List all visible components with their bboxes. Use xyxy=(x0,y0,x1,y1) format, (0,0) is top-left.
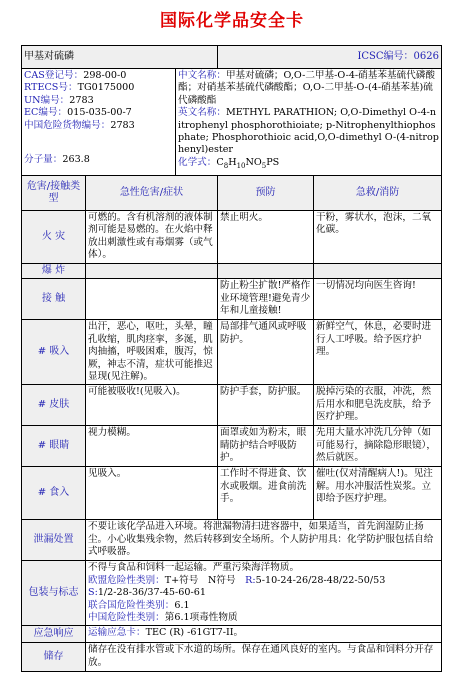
row-category: # 吸入 xyxy=(22,320,86,385)
row-symptoms: 可能被吸收!(见吸入)。 xyxy=(86,385,218,426)
row-first-aid: 脱掉污染的衣服，冲洗，然后用水和肥皂洗皮肤，给予医疗护理。 xyxy=(314,385,442,426)
packaging-text xyxy=(86,561,442,626)
row-emergency xyxy=(22,626,442,643)
row-category: # 皮肤 xyxy=(22,385,86,426)
chemical-formula: 化学式：$C_8H_{10}NO_5PS$ xyxy=(178,156,280,170)
card-title: 国际化学品安全卡 xyxy=(160,11,304,31)
emergency-text: 运输应急卡：TEC (R) -61GT7-II。 xyxy=(86,626,442,643)
un-hazard-class: 联合国危险性类别：6.1 xyxy=(88,599,190,611)
safety-card-table xyxy=(21,45,442,672)
row-symptoms xyxy=(86,264,218,279)
names-block xyxy=(176,69,442,176)
row-inhalation xyxy=(22,320,442,385)
row-category: 接 触 xyxy=(22,279,86,320)
row-symptoms: 可燃的。含有机溶剂的液体制剂可能是易燃的。在火焰中释放出刺激性或有毒烟雾（或气体）。 xyxy=(86,211,218,264)
col-hazard-type: 危害/接触类型 xyxy=(22,176,86,211)
row-prevention: 防护手套，防护服。 xyxy=(218,385,314,426)
row-prevention: 面罩或如为粉末，眼睛防护结合呼吸防护。 xyxy=(218,426,314,467)
row-symptoms: 出汗，恶心，呕吐，头晕，瞳孔收缩，肌肉痉挛，多涎，肌肉抽搐，呼吸困难，腹泻，惊厥，神志不清，症状可能推迟显现(见注解)。 xyxy=(86,320,218,385)
row-prevention: 局部排气通风或呼吸防护。 xyxy=(218,320,314,385)
row-symptoms xyxy=(86,279,218,320)
row-contact xyxy=(22,279,442,320)
english-name: 英文名称：METHYL PARATHION; O,O-Dimethyl O-4-nitrophenyl phosphorothioiate; p-Nitrophenylthiophosphate; Phosphorothioic acid,O,O-dimethyl O-(4-nitrophenyl)ester xyxy=(178,107,439,156)
identity-row xyxy=(22,69,442,176)
emergency-label: 应急响应 xyxy=(22,626,86,643)
eu-hazard-class: 欧盟危险性类别：T+符号 N符号 R:5-10-24-26/28-48/22-50/53 xyxy=(88,574,386,586)
row-category: # 食入 xyxy=(22,467,86,520)
row-explosion xyxy=(22,264,442,279)
rtecs-number: RTECS号：TG0175000 xyxy=(24,82,135,94)
s-phrases: S:1/2-28-36/37-45-60-61 xyxy=(88,587,206,599)
row-prevention xyxy=(218,264,314,279)
spill-label: 泄漏处置 xyxy=(22,520,86,561)
row-storage xyxy=(22,643,442,672)
row-first-aid: 一切情况均向医生咨询! xyxy=(314,279,442,320)
row-prevention: 工作时不得进食、饮水或吸烟。进食前洗手。 xyxy=(218,467,314,520)
row-category: 爆 炸 xyxy=(22,264,86,279)
col-first-aid: 急救/消防 xyxy=(314,176,442,211)
row-first-aid: 新鲜空气，休息，必要时进行人工呼吸。给予医疗护理。 xyxy=(314,320,442,385)
row-ingestion xyxy=(22,467,442,520)
row-first-aid xyxy=(314,264,442,279)
column-header-row xyxy=(22,176,442,211)
molecular-weight: 分子量：263.8 xyxy=(24,154,90,166)
row-symptoms: 见吸入。 xyxy=(86,467,218,520)
row-spill xyxy=(22,520,442,561)
chemical-name: 甲基对硫磷 xyxy=(22,46,218,69)
row-category: # 眼睛 xyxy=(22,426,86,467)
row-fire xyxy=(22,211,442,264)
header-row xyxy=(22,46,442,69)
row-first-aid: 催吐(仅对清醒病人!)。见注解。用水冲服活性炭浆。立即给予医疗护理。 xyxy=(314,467,442,520)
row-eyes xyxy=(22,426,442,467)
row-symptoms: 视力模糊。 xyxy=(86,426,218,467)
row-skin xyxy=(22,385,442,426)
chinese-name: 中文名称：甲基对硫磷；O,O-二甲基-O-4-硝基苯基硫代磷酸酯；对硝基苯基硫代磷酸酯；O,O-二甲基-O-(4-硝基苯基)硫代磷酸酯 xyxy=(178,70,435,106)
row-prevention: 防止粉尘扩散!严格作业环境管理!避免青少年和儿童接触! xyxy=(218,279,314,320)
col-symptoms: 急性危害/症状 xyxy=(86,176,218,211)
spill-text: 不要让该化学品进入环境。将泄漏物清扫进容器中，如果适当，首先润湿防止扬尘。小心收集残余物，然后转移到安全场所。个人防护用具：化学防护服包括自给式呼吸器。 xyxy=(86,520,442,561)
row-first-aid: 先用大量水冲洗几分钟（如可能易行，摘除隐形眼镜），然后就医。 xyxy=(314,426,442,467)
row-first-aid: 干粉，雾状水，泡沫，二氧化碳。 xyxy=(314,211,442,264)
icsc-number: ICSC编号：0626 xyxy=(218,46,442,69)
china-dangerous-goods-number: 中国危险货物编号：2783 xyxy=(24,119,135,131)
row-category: 火 灾 xyxy=(22,211,86,264)
china-hazard-class: 中国危险性类别：第6.1项毒性物质 xyxy=(88,612,238,624)
packaging-note: 不得与食品和饲料一起运输。严重污染海洋物质。 xyxy=(88,562,300,574)
un-number: UN编号：2783 xyxy=(24,94,94,106)
identifier-list xyxy=(22,69,176,176)
packaging-label: 包装与标志 xyxy=(22,561,86,626)
storage-text: 储存在没有排水管或下水道的场所。保存在通风良好的室内。与食品和饲料分开存放。 xyxy=(86,643,442,672)
col-prevention: 预防 xyxy=(218,176,314,211)
row-packaging xyxy=(22,561,442,626)
ec-number: EC编号：015-035-00-7 xyxy=(24,107,132,119)
storage-label: 储存 xyxy=(22,643,86,672)
cas-number: CAS登记号：298-00-0 xyxy=(24,70,127,81)
row-prevention: 禁止明火。 xyxy=(218,211,314,264)
